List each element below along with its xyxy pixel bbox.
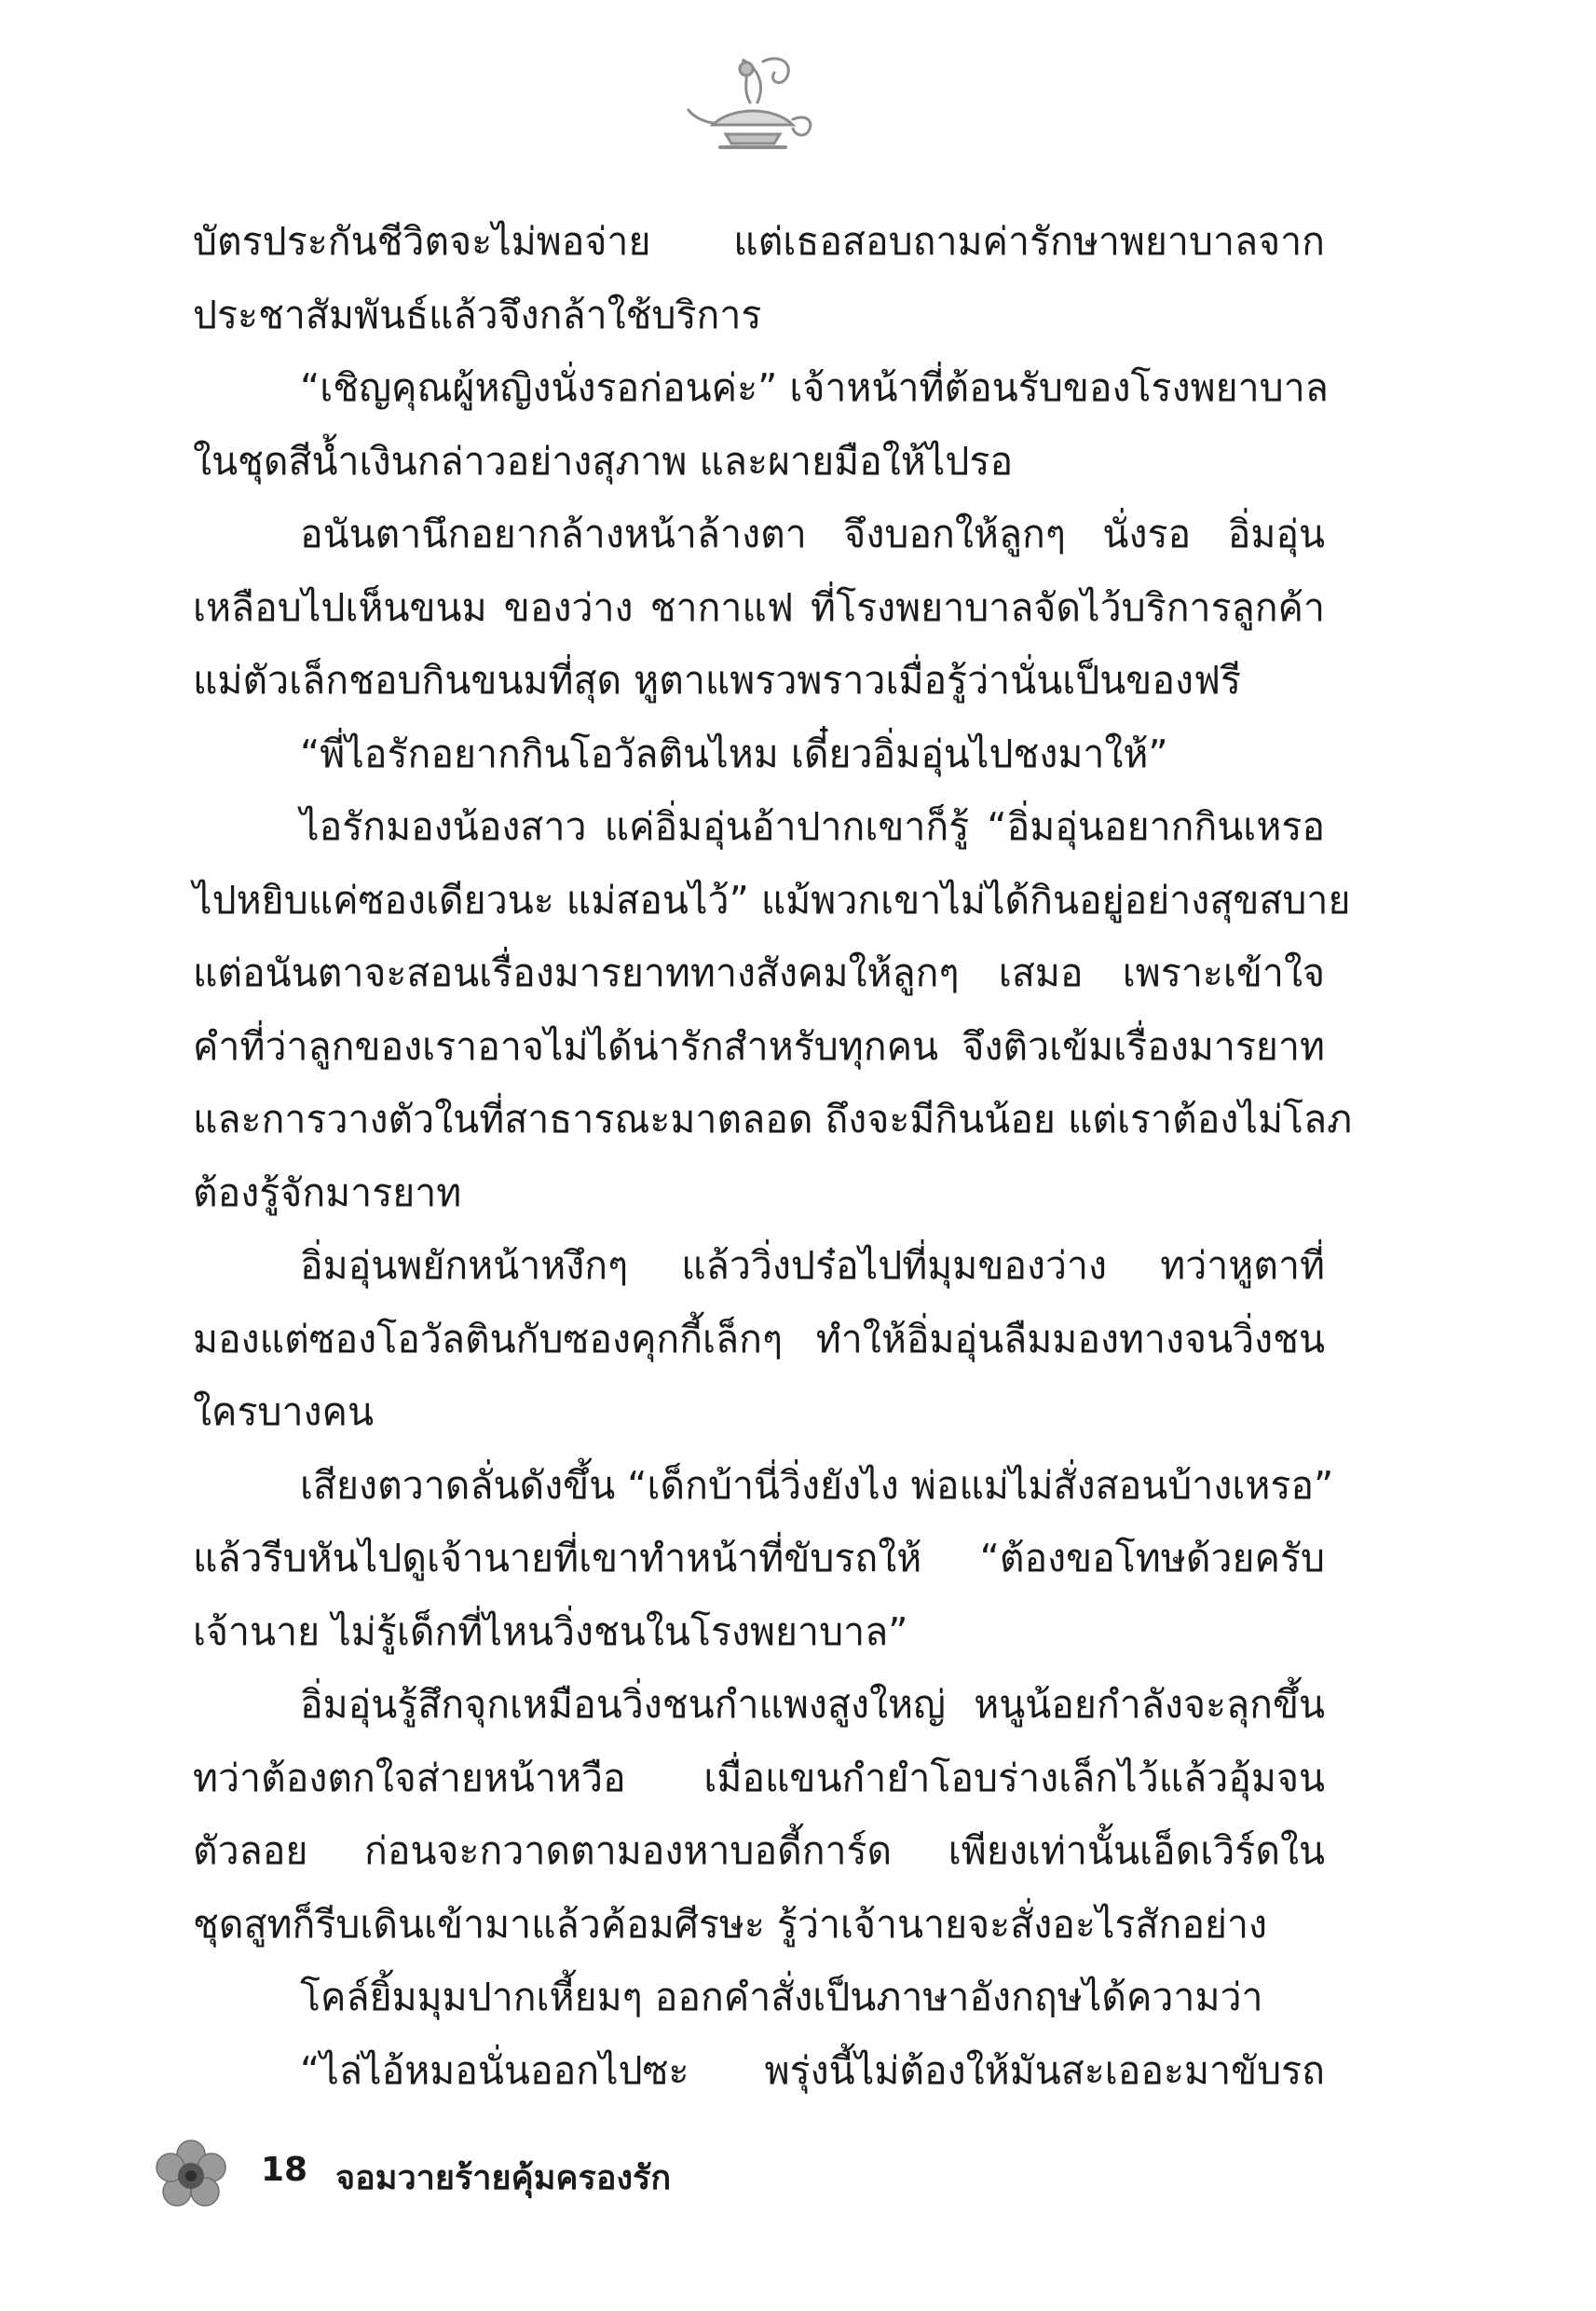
text-line: ตัวลอย ก่อนจะกวาดตามองหาบอดี้การ์ด เพียงเท่านั้นเอ็ดเวิร์ดใน [193, 1828, 1325, 1873]
paragraph [193, 2034, 1325, 2108]
text-line: และการวางตัวในที่สาธารณะมาตลอด ถึงจะมีกินน้อย แต่เราต้องไม่โลภ [193, 1097, 1353, 1142]
text-line: มองแต่ซองโอวัลตินกับซองคุกกี้เล็กๆ ทำให้อิ่มอุ่นลืมมองทางจนวิ่งชน [193, 1316, 1325, 1361]
text-line: เสียงตวาดลั่นดังขึ้น “เด็กบ้านี่วิ่งยังไง พ่อแม่ไม่สั่งสอนบ้างเหรอ” [300, 1462, 1334, 1508]
text-line: แต่อนันตาจะสอนเรื่องมารยาททางสังคมให้ลูกๆ เสมอ เพราะเข้าใจ [193, 950, 1325, 995]
paragraph [193, 790, 1353, 1229]
paragraph [193, 718, 1325, 791]
text-line: ประชาสัมพันธ์แล้วจึงกล้าใช้บริการ [193, 292, 762, 337]
text-line: ต้องรู้จักมารยาท [193, 1169, 462, 1215]
text-line: ชุดสูทก็รีบเดินเข้ามาแล้วค้อมศีรษะ รู้ว่าเจ้านายจะสั่งอะไรสักอย่าง [193, 1901, 1268, 1947]
text-line: คำที่ว่าลูกของเราอาจไม่ได้น่ารักสำหรับทุกคน จึงติวเข้มเรื่องมารยาท [193, 1023, 1325, 1069]
paragraph [193, 498, 1325, 718]
page-number: 18 [261, 2151, 308, 2189]
text-line: แล้วรีบหันไปดูเจ้านายที่เขาทำหน้าที่ขับรถให้ “ต้องขอโทษด้วยครับ [193, 1536, 1325, 1580]
text-line: อิ่มอุ่นรู้สึกจุกเหมือนวิ่งชนกำแพงสูงใหญ่ หนูน้อยกำลังจะลุกขึ้น [300, 1682, 1325, 1727]
body-text [193, 205, 1353, 2107]
text-line: อิ่มอุ่นพยักหน้าหงึกๆ แล้ววิ่งปร๋อไปที่มุมของว่าง ทว่าหูตาที่ [300, 1243, 1325, 1288]
text-line: เจ้านาย ไม่รู้เด็กที่ไหนวิ่งชนในโรงพยาบาล” [193, 1608, 908, 1654]
text-line: “พี่ไอรักอยากกินโอวัลตินไหม เดี๋ยวอิ่มอุ่นไปชงมาให้” [300, 731, 1168, 776]
page-footer [149, 2134, 894, 2218]
genie-lamp-icon [685, 48, 820, 160]
text-line: ไปหยิบแค่ซองเดียวนะ แม่สอนไว้” แม้พวกเขาไม่ได้กินอยู่อย่างสุขสบาย [193, 877, 1351, 923]
text-line: แม่ตัวเล็กชอบกินขนมที่สุด หูตาแพรวพราวเมื่อรู้ว่านั่นเป็นของฟรี [193, 658, 1242, 703]
text-line: ใครบางคน [193, 1389, 374, 1434]
text-line: ไอรักมองน้องสาว แค่อิ่มอุ่นอ้าปากเขาก็รู้ “อิ่มอุ่นอยากกินเหรอ [300, 804, 1325, 849]
text-line: บัตรประกันชีวิตจะไม่พอจ่าย แต่เธอสอบถามค่ารักษาพยาบาลจาก [193, 219, 1325, 264]
text-line: โคล์ยิ้มมุมปากเหี้ยมๆ ออกคำสั่งเป็นภาษาอังกฤษได้ความว่า [300, 1975, 1263, 2019]
paragraph [193, 1668, 1325, 1961]
paragraph [193, 351, 1329, 498]
flower-icon [153, 2138, 229, 2214]
paragraph [193, 1449, 1334, 1669]
text-line: อนันตานึกอยากล้างหน้าล้างตา จึงบอกให้ลูกๆ นั่งรอ อิ่มอุ่น [300, 512, 1325, 556]
book-title: จอมวายร้ายคุ้มครองรัก [335, 2159, 672, 2197]
text-line: เหลือบไปเห็นขนม ของว่าง ชากาแฟ ที่โรงพยาบาลจัดไว้บริการลูกค้า [193, 584, 1325, 630]
paragraph [193, 205, 1325, 351]
text-line: “ไล่ไอ้หมอนั่นออกไปซะ พรุ่งนี้ไม่ต้องให้มันสะเออะมาขับรถ [300, 2047, 1325, 2093]
text-line: “เชิญคุณผู้หญิงนั่งรอก่อนค่ะ” เจ้าหน้าที่ต้อนรับของโรงพยาบาล [300, 365, 1329, 410]
text-line: ทว่าต้องตกใจส่ายหน้าหวือ เมื่อแขนกำยำโอบร่างเล็กไว้แล้วอุ้มจน [193, 1755, 1325, 1800]
paragraph [193, 1229, 1325, 1449]
text-line: ในชุดสีน้ำเงินกล่าวอย่างสุภาพ และผายมือให้ไปรอ [193, 438, 1014, 484]
paragraph [193, 1961, 1325, 2034]
